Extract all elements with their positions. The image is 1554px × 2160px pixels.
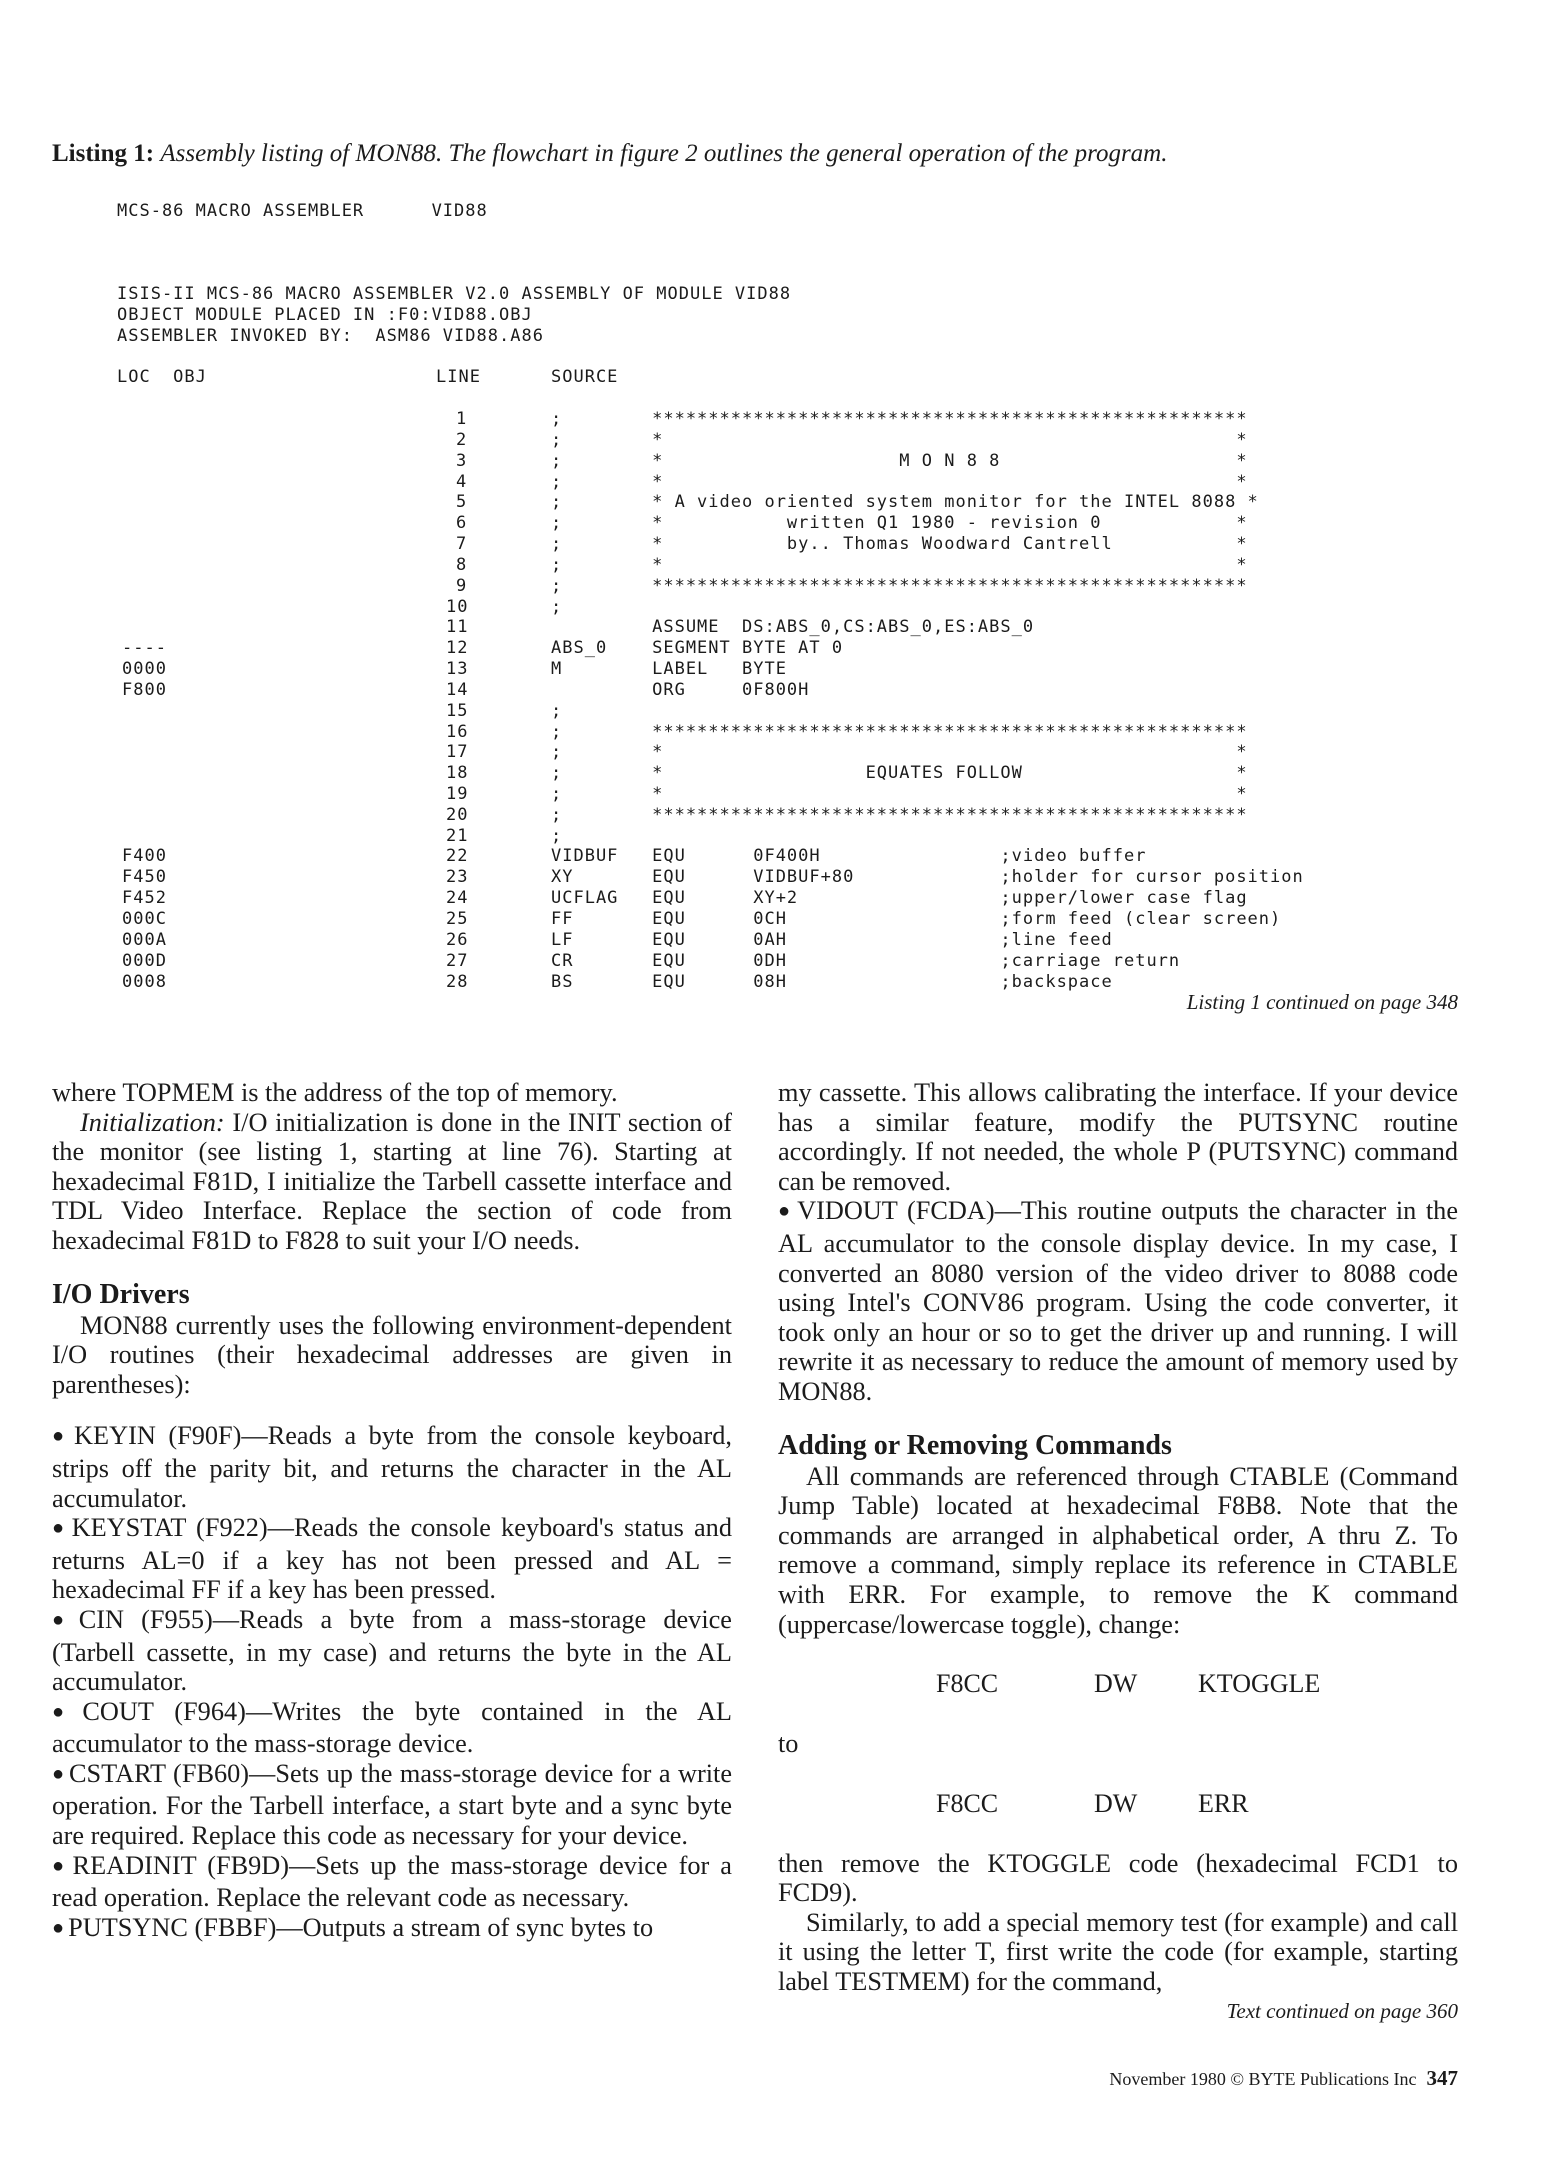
bullet-item: ● READINIT (FB9D)—Sets up the mass-storage device for a read operation. Replace the relevant code as necessary.: [52, 1851, 732, 1913]
listing-loc: ----: [122, 638, 167, 658]
code-op: DW: [1094, 1669, 1138, 1699]
page-number: 347: [1426, 2066, 1458, 2090]
listing-line-number: 11: [446, 617, 469, 637]
listing-source: ORG 0F800H: [551, 680, 810, 700]
caption-label: Listing 1:: [52, 140, 155, 167]
listing-source: FF EQU 0CH ;form feed (clear screen): [551, 909, 1282, 929]
bullet-item: ● KEYSTAT (F922)—Reads the console keyboard's status and returns AL=0 if a key has not been pressed and AL = hexadecimal FF if a key has been pressed.: [52, 1513, 732, 1605]
listing-source: LF EQU 0AH ;line feed: [551, 930, 1113, 950]
listing-source: UCFLAG EQU XY+2 ;upper/lower case flag: [551, 888, 1248, 908]
listing-line-number: 6: [456, 513, 468, 533]
code-arg: KTOGGLE: [1198, 1669, 1321, 1699]
listing-loc: 0000: [122, 659, 167, 679]
listing-loc: 000D: [122, 951, 167, 971]
paragraph: Similarly, to add a special memory test (for example) and call it using the letter T, first write the code (for example, starting label TESTMEM) for the command,: [778, 1907, 1458, 1997]
code-address: F8CC: [936, 1788, 999, 1818]
page-footer: [1109, 2066, 1458, 2091]
listing-col-line: LINE: [436, 367, 481, 387]
listing-line-number: 27: [446, 951, 469, 971]
listing-source: ; * *: [551, 430, 1248, 450]
listing-source: ; * *: [551, 555, 1248, 575]
listing-line-number: 15: [446, 701, 469, 721]
bullet-item: ● COUT (F964)—Writes the byte contained in the AL accumulator to the mass-storage device.: [52, 1697, 732, 1759]
listing-source: ; *****************************************************: [551, 722, 1248, 742]
paragraph: MON88 currently uses the following environment-dependent I/O routines (their hexadecimal addresses are given in parentheses):: [52, 1310, 732, 1399]
code-address: F8CC: [936, 1669, 999, 1699]
listing-line-number: 16: [446, 722, 469, 742]
listing-line-number: 20: [446, 805, 469, 825]
listing-loc: F452: [122, 888, 167, 908]
listing-line-number: 8: [456, 555, 468, 575]
listing-source: ; * *: [551, 472, 1248, 492]
listing-line-number: 21: [446, 826, 469, 846]
paragraph-text: I/O initialization is done in the INIT section of the monitor (see listing 1, starting at line 76). Starting at hexadecimal F81D, I initialize the Tarbell cassette interface and TDL Video Interface. Replace the section of code from hexadecimal F81D to F828 to suit your I/O needs.: [52, 1107, 733, 1255]
listing-source: BS EQU 08H ;backspace: [551, 972, 1113, 992]
listing-line-number: 10: [446, 597, 469, 617]
listing-line-number: 18: [446, 763, 469, 783]
bullet-item: ● VIDOUT (FCDA)—This routine outputs the character in the AL accumulator to the console display device. In my case, I converted an 8080 version of the video driver to 8088 code using Intel's CONV86 program. Using the code converter, it took only an hour or so to get the driver up and running. I will rewrite it as necessary to reduce the amount of memory used by MON88.: [778, 1196, 1458, 1406]
listing-source: ; *****************************************************: [551, 409, 1248, 429]
spacer: [778, 1819, 1458, 1849]
listing-line-number: 3: [456, 451, 468, 471]
listing-source: ;: [551, 597, 563, 617]
listing-source: ; * M O N 8 8 *: [551, 451, 1248, 471]
listing-source: ASSUME DS:ABS_0,CS:ABS_0,ES:ABS_0: [551, 617, 1035, 637]
paragraph: then remove the KTOGGLE code (hexadecimal FCD1 to FCD9).: [778, 1848, 1458, 1908]
run-in-label: Initialization:: [80, 1107, 225, 1137]
listing-line-number: 19: [446, 784, 469, 804]
listing-source: VIDBUF EQU 0F400H ;video buffer: [551, 846, 1147, 866]
listing-source: ; *****************************************************: [551, 805, 1248, 825]
listing-loc: 000C: [122, 909, 167, 929]
listing-source: ; * *: [551, 742, 1248, 762]
listing-line-number: 12: [446, 638, 469, 658]
listing-col-source: SOURCE: [551, 367, 619, 387]
bullet-item: ● CSTART (FB60)—Sets up the mass-storage device for a write operation. For the Tarbell interface, a start byte and a sync byte are required. Replace this code as necessary for your device.: [52, 1759, 732, 1851]
paragraph: [52, 1108, 732, 1256]
listing-line-number: 4: [456, 472, 468, 492]
listing-source: ;: [551, 701, 563, 721]
spacer: [778, 1759, 1458, 1789]
spacer: [778, 1639, 1458, 1669]
listing-line-number: 24: [446, 888, 469, 908]
listing-source: ;: [551, 826, 563, 846]
listing-line-number: 25: [446, 909, 469, 929]
spacer: [778, 1407, 1458, 1429]
text-continued-note: Text continued on page 360: [1226, 1998, 1458, 2023]
listing-loc: F400: [122, 846, 167, 866]
listing-line-number: 7: [456, 534, 468, 554]
listing-line-number: 23: [446, 867, 469, 887]
code-example: [778, 1669, 1458, 1699]
listing-source: CR EQU 0DH ;carriage return: [551, 951, 1181, 971]
listing-loc: F450: [122, 867, 167, 887]
listing-line-number: 9: [456, 576, 468, 596]
paragraph: my cassette. This allows calibrating the interface. If your device has a similar feature, modify the PUTSYNC routine accordingly. If not needed, the whole P (PUTSYNC) command can be removed.: [778, 1078, 1458, 1196]
listing-loc: 0008: [122, 972, 167, 992]
listing-source: ; * written Q1 1980 - revision 0 *: [551, 513, 1248, 533]
bullet-item: ● CIN (F955)—Reads a byte from a mass-storage device (Tarbell cassette, in my case) and returns the byte in the AL accumulator.: [52, 1605, 732, 1697]
listing-caption: [52, 140, 1167, 168]
listing-continued-note: Listing 1 continued on page 348: [1186, 990, 1458, 1014]
listing-header-line: OBJECT MODULE PLACED IN :F0:VID88.OBJ: [117, 305, 533, 325]
listing-source: ; * by.. Thomas Woodward Cantrell *: [551, 534, 1248, 554]
listing-source: ; * A video oriented system monitor for the INTEL 8088 *: [551, 492, 1259, 512]
listing-line-number: 26: [446, 930, 469, 950]
spacer: [52, 1399, 732, 1421]
listing-source: ; * EQUATES FOLLOW *: [551, 763, 1248, 783]
listing-header-line: ASSEMBLER INVOKED BY: ASM86 VID88.A86: [117, 326, 544, 346]
spacer: [52, 1256, 732, 1278]
bullet-item: ● PUTSYNC (FBBF)—Outputs a stream of sync bytes to: [52, 1913, 732, 1946]
code-example: [778, 1789, 1458, 1819]
listing-source: XY EQU VIDBUF+80 ;holder for cursor position: [551, 867, 1304, 887]
spacer: [778, 1699, 1458, 1729]
listing-col-loc-obj: LOC OBJ: [117, 367, 207, 387]
connector-word: to: [778, 1729, 799, 1759]
listing-line-number: 28: [446, 972, 469, 992]
listing-line-number: 22: [446, 846, 469, 866]
listing-source: ABS_0 SEGMENT BYTE AT 0: [551, 638, 844, 658]
listing-line-number: 17: [446, 742, 469, 762]
listing-source: M LABEL BYTE: [551, 659, 787, 679]
section-heading: Adding or Removing Commands: [778, 1429, 1172, 1461]
listing-source: ; * *: [551, 784, 1248, 804]
listing-line-number: 1: [456, 409, 468, 429]
paragraph: where TOPMEM is the address of the top of memory.: [52, 1078, 618, 1107]
code-op: DW: [1094, 1788, 1138, 1818]
code-arg: ERR: [1198, 1788, 1249, 1818]
section-heading: I/O Drivers: [52, 1278, 190, 1310]
listing-loc: 000A: [122, 930, 167, 950]
listing-header-line: MCS-86 MACRO ASSEMBLER VID88: [117, 201, 488, 221]
paragraph: All commands are referenced through CTABLE (Command Jump Table) located at hexadecimal F8B8. Note that the commands are arranged in alphabetical order, A thru Z. To remove a command, simply replace its reference in CTABLE with ERR. For example, to remove the K command (uppercase/lowercase toggle), change:: [778, 1461, 1458, 1639]
footer-credit: November 1980 © BYTE Publications Inc: [1109, 2069, 1417, 2089]
listing-line-number: 13: [446, 659, 469, 679]
listing-line-number: 5: [456, 492, 468, 512]
right-column: [778, 1078, 1458, 2026]
caption-text: Assembly listing of MON88. The flowchart in figure 2 outlines the general operation of the program.: [160, 140, 1168, 167]
bullet-item: ● KEYIN (F90F)—Reads a byte from the console keyboard, strips off the parity bit, and returns the character in the AL accumulator.: [52, 1421, 732, 1513]
listing-header-line: ISIS-II MCS-86 MACRO ASSEMBLER V2.0 ASSEMBLY OF MODULE VID88: [117, 284, 792, 304]
listing-line-number: 14: [446, 680, 469, 700]
left-column: [52, 1078, 732, 1945]
listing-loc: F800: [122, 680, 167, 700]
listing-source: ; *****************************************************: [551, 576, 1248, 596]
listing-line-number: 2: [456, 430, 468, 450]
